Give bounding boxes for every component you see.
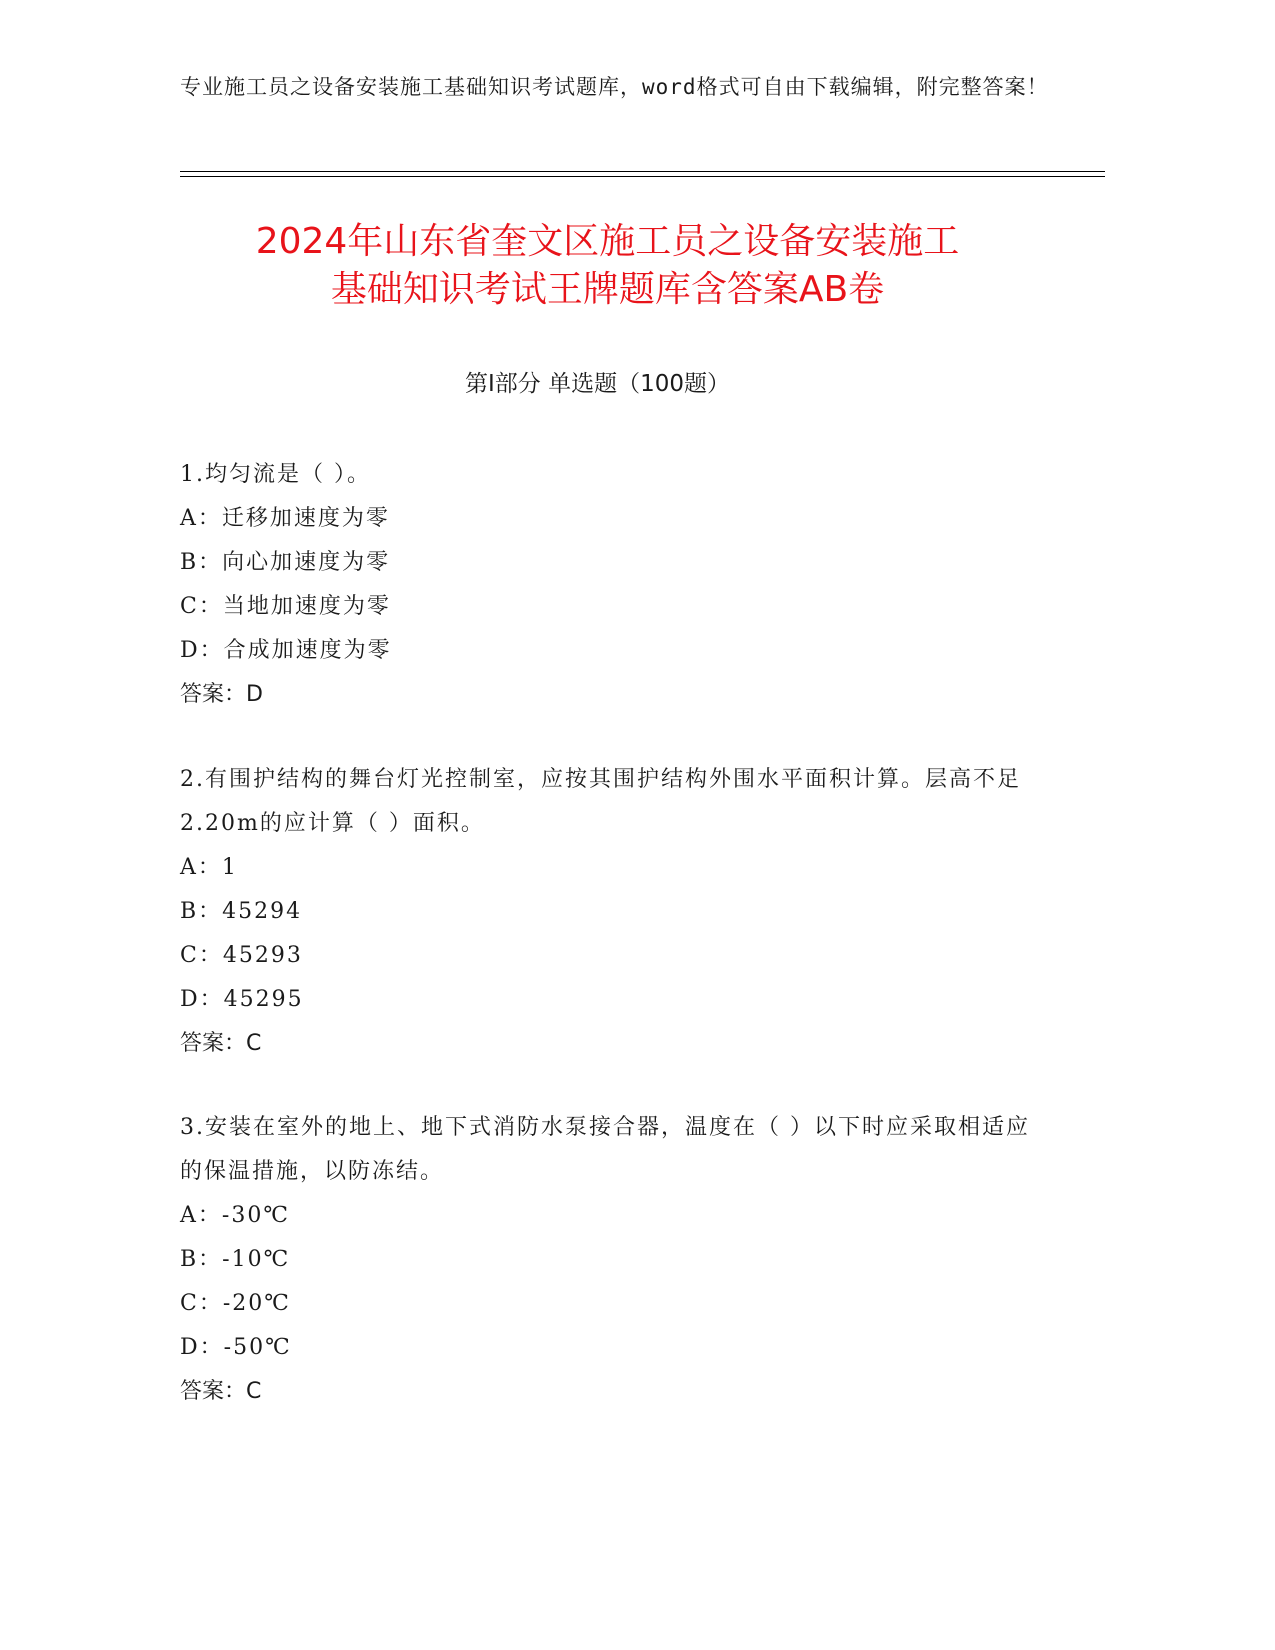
- question-2: [180, 758, 1040, 1066]
- option-a: A：1: [180, 855, 238, 880]
- answer: 答案：C: [180, 1031, 262, 1056]
- header-divider-top: [180, 171, 1105, 172]
- option-b: B：-10℃: [180, 1247, 291, 1272]
- question-1: [180, 453, 1040, 717]
- intro-text: 专业施工员之设备安装施工基础知识考试题库，word格式可自由下载编辑，附完整答案！: [180, 75, 1049, 99]
- option-a: A：迁移加速度为零: [180, 506, 390, 531]
- section-title: 第Ⅰ部分 单选题（100题）: [465, 371, 730, 397]
- question-text: 1.均匀流是（ ）。: [180, 462, 371, 487]
- answer: 答案：C: [180, 1379, 262, 1404]
- header-divider-bottom: [180, 176, 1105, 177]
- option-d: D：-50℃: [180, 1335, 292, 1360]
- answer: 答案：D: [180, 682, 263, 707]
- option-a: A：-30℃: [180, 1203, 290, 1228]
- question-3: [180, 1106, 1040, 1414]
- question-text: 3.安装在室外的地上、地下式消防水泵接合器，温度在（ ）以下时应采取相适应的保温措施，以防冻结。: [180, 1115, 1030, 1184]
- option-b: B：向心加速度为零: [180, 550, 391, 575]
- option-d: D：45295: [180, 987, 304, 1012]
- title-line-2: 基础知识考试王牌题库含答案AB卷: [330, 269, 885, 310]
- question-text: 2.有围护结构的舞台灯光控制室，应按其围护结构外围水平面积计算。层高不足2.20m的应计算（ ）面积。: [180, 767, 1021, 836]
- document-title: [130, 218, 1085, 314]
- option-d: D：合成加速度为零: [180, 638, 392, 663]
- option-c: C：-20℃: [180, 1291, 291, 1316]
- option-c: C：当地加速度为零: [180, 594, 391, 619]
- option-c: C：45293: [180, 943, 303, 968]
- option-b: B：45294: [180, 899, 303, 924]
- title-line-1: 2024年山东省奎文区施工员之设备安装施工: [255, 221, 960, 262]
